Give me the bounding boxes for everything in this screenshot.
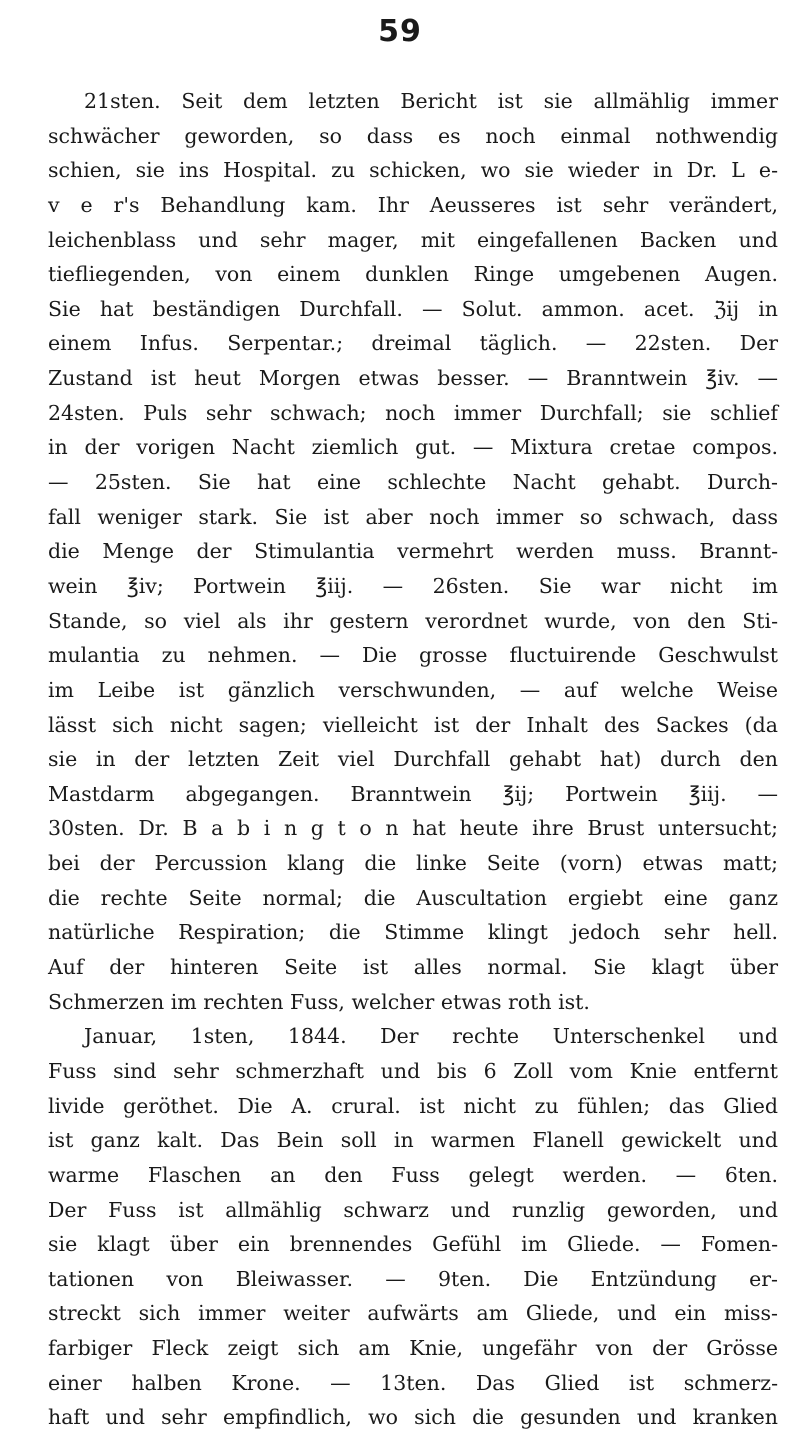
- text-line: Fuss sind sehr schmerzhaft und bis 6 Zoll vom Knie entfernt: [48, 1058, 778, 1083]
- text-line: einer halben Krone. — 13ten. Das Glied ist schmerz-: [48, 1370, 778, 1395]
- text-line: sie in der letzten Zeit viel Durchfall gehabt hat) durch den: [48, 747, 778, 772]
- text-line: bei der Percussion klang die linke Seite (vorn) etwas matt;: [48, 851, 778, 876]
- text-line: 30sten. Dr. B a b i n g t o n hat heute ihre Brust untersucht;: [48, 816, 778, 841]
- text-line: fall weniger stark. Sie ist aber noch immer so schwach, dass: [48, 504, 778, 529]
- text-line: tiefliegenden, von einem dunklen Ringe umgebenen Augen.: [48, 262, 778, 287]
- text-line: v e r's Behandlung kam. Ihr Aeusseres ist sehr verändert,: [48, 192, 778, 217]
- body-text: [48, 84, 778, 1435]
- text-line: — 25sten. Sie hat eine schlechte Nacht gehabt. Durch-: [48, 470, 778, 495]
- text-line: in der vorigen Nacht ziemlich gut. — Mixtura cretae compos.: [48, 435, 778, 460]
- text-line: Auf der hinteren Seite ist alles normal. Sie klagt über: [48, 955, 778, 980]
- text-line: haft und sehr empfindlich, wo sich die gesunden und kranken: [48, 1405, 778, 1430]
- text-line: farbiger Fleck zeigt sich am Knie, ungefähr von der Grösse: [48, 1336, 778, 1361]
- text-line: ist ganz kalt. Das Bein soll in warmen Flanell gewickelt und: [48, 1128, 778, 1153]
- text-line: Januar, 1sten, 1844. Der rechte Unterschenkel und: [84, 1024, 778, 1049]
- text-line: natürliche Respiration; die Stimme klingt jedoch sehr hell.: [48, 920, 778, 945]
- text-line: livide geröthet. Die A. crural. ist nicht zu fühlen; das Glied: [48, 1093, 778, 1118]
- text-line: die rechte Seite normal; die Auscultation ergiebt eine ganz: [48, 885, 778, 910]
- text-line: Sie hat beständigen Durchfall. — Solut. ammon. acet. ℨij in: [48, 296, 778, 321]
- text-line: warme Flaschen an den Fuss gelegt werden. — 6ten.: [48, 1162, 778, 1187]
- text-line: schien, sie ins Hospital. zu schicken, wo sie wieder in Dr. L e-: [48, 158, 778, 183]
- text-line: im Leibe ist gänzlich verschwunden, — auf welche Weise: [48, 677, 778, 702]
- text-line: 24sten. Puls sehr schwach; noch immer Durchfall; sie schlief: [48, 400, 778, 425]
- text-line: Schmerzen im rechten Fuss, welcher etwas roth ist.: [48, 989, 590, 1014]
- text-line: Mastdarm abgegangen. Branntwein ℥ij; Portwein ℥iij. —: [48, 781, 778, 806]
- text-line: Stande, so viel als ihr gestern verordnet wurde, von den Sti-: [48, 608, 778, 633]
- text-line: tationen von Bleiwasser. — 9ten. Die Entzündung er-: [48, 1266, 778, 1291]
- text-line: streckt sich immer weiter aufwärts am Gliede, und ein miss-: [48, 1301, 778, 1326]
- text-line: Der Fuss ist allmählig schwarz und runzlig geworden, und: [48, 1197, 778, 1222]
- text-line: lässt sich nicht sagen; vielleicht ist der Inhalt des Sackes (da: [48, 712, 778, 737]
- text-line: mulantia zu nehmen. — Die grosse fluctuirende Geschwulst: [48, 643, 778, 668]
- text-line: 21sten. Seit dem letzten Bericht ist sie allmählig immer: [84, 89, 778, 113]
- text-line: leichenblass und sehr mager, mit eingefallenen Backen und: [48, 227, 778, 252]
- text-line: schwächer geworden, so dass es noch einmal nothwendig: [48, 123, 778, 148]
- text-line: einem Infus. Serpentar.; dreimal täglich. — 22sten. Der: [48, 331, 778, 356]
- text-line: sie klagt über ein brennendes Gefühl im Gliede. — Fomen-: [48, 1232, 778, 1257]
- text-line: die Menge der Stimulantia vermehrt werden muss. Brannt-: [48, 539, 778, 564]
- page-number: 59: [378, 14, 422, 49]
- text-line: Zustand ist heut Morgen etwas besser. — Branntwein ℥iv. —: [48, 366, 778, 391]
- text-line: wein ℥iv; Portwein ℥iij. — 26sten. Sie war nicht im: [48, 573, 778, 598]
